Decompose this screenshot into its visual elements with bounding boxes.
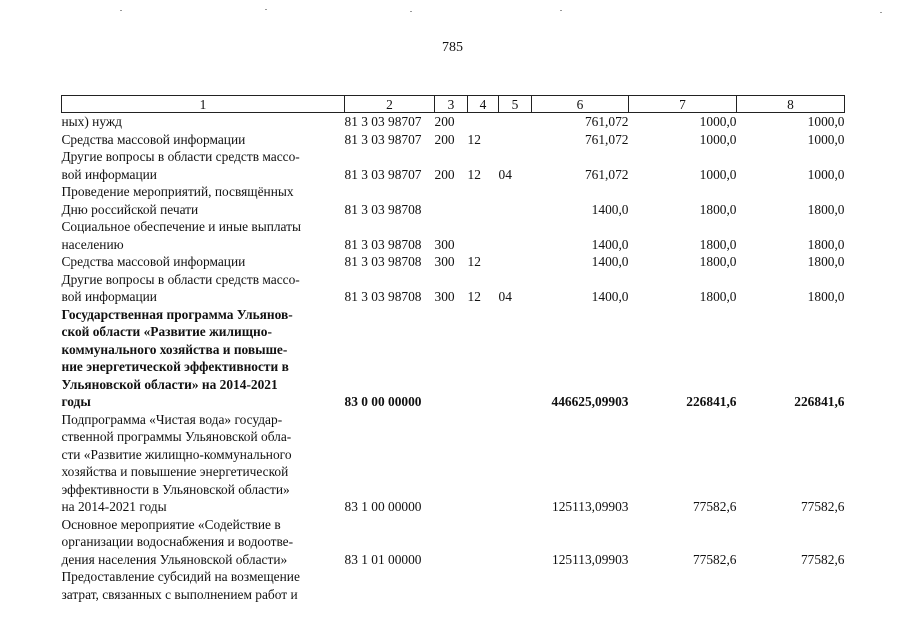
row-col3-cell	[435, 306, 468, 411]
table-row	[62, 306, 845, 411]
row-value8-cell: 226841,6	[794, 394, 845, 409]
table-row	[62, 131, 845, 149]
row-value7-cell: 1800,0	[699, 201, 737, 217]
table-row	[62, 516, 845, 569]
row-code-cell: 81 3 03 98707	[344, 131, 422, 147]
row-col3-cell: 300	[434, 289, 455, 304]
table-header-row	[62, 96, 845, 113]
row-code-cell: 83 0 00 00000	[344, 394, 422, 409]
row-name-cell: Другие вопросы в области средств массо- вой информации	[61, 149, 300, 182]
table-row	[62, 253, 845, 271]
row-value7-cell: 1800,0	[699, 289, 737, 304]
table-row	[62, 411, 845, 516]
page-number: 785	[442, 40, 463, 55]
row-value6-cell	[532, 568, 629, 603]
row-col5-cell	[499, 568, 532, 603]
row-code-cell: 83 1 01 00000	[344, 551, 422, 567]
row-name-cell: Подпрограмма «Чистая вода» государ- ственной программы Ульяновской обла- сти «Развитие жилищно-коммунального хозяйства и повышение энергетической эффективности в Ульяновской области» на 2014-2021 годы	[61, 411, 292, 514]
row-value7-cell: 77582,6	[692, 551, 737, 567]
row-col4-cell	[468, 306, 499, 411]
row-col3-cell: 200	[434, 114, 455, 129]
row-name-cell: Средства массовой информации	[61, 254, 246, 269]
table-row	[62, 113, 845, 131]
row-name-cell: Проведение мероприятий, посвящённых Дню российской печати	[61, 184, 294, 217]
row-value8-cell: 1000,0	[807, 114, 845, 129]
row-col5-cell: 04	[498, 166, 512, 182]
table-row	[62, 183, 845, 218]
row-code-cell: 81 3 03 98708	[344, 254, 422, 269]
row-name-cell: Предоставление субсидий на возмещение затрат, связанных с выполнением работ и	[61, 569, 300, 602]
row-name-cell: Средства массовой информации	[61, 131, 246, 147]
budget-table	[61, 95, 845, 603]
row-value8-cell: 1000,0	[807, 166, 845, 182]
row-value6-cell: 761,072	[584, 166, 629, 182]
row-name-cell: Государственная программа Ульянов- ской области «Развитие жилищно- коммунального хозяйства и повыше- ние энергетической эффективности в Ульяновской области» на 2014-2021 годы	[61, 306, 293, 409]
table-body	[62, 113, 845, 604]
row-col4-cell	[468, 411, 499, 516]
row-value6-cell: 125113,09903	[552, 499, 629, 514]
row-value7-cell	[629, 568, 737, 603]
row-value8-cell: 1000,0	[807, 131, 845, 147]
row-col3-cell: 200	[434, 131, 455, 147]
row-col4-cell: 12	[467, 131, 481, 147]
row-col4-cell: 12	[467, 254, 481, 269]
table-row	[62, 148, 845, 183]
table-row	[62, 271, 845, 306]
row-name-cell: ных) нужд	[61, 114, 122, 129]
row-value8-cell: 1800,0	[807, 201, 845, 217]
column-header: 6	[532, 96, 629, 113]
column-header: 5	[499, 96, 532, 113]
row-code-cell: 81 3 03 98708	[344, 201, 422, 217]
row-code-cell	[345, 568, 435, 603]
row-value6-cell: 1400,0	[591, 289, 629, 304]
row-value6-cell: 446625,09903	[551, 394, 629, 409]
column-header: 2	[345, 96, 435, 113]
row-col3-cell	[435, 411, 468, 516]
row-col5-cell	[499, 113, 532, 131]
row-value8-cell: 77582,6	[800, 551, 845, 567]
column-header: 7	[629, 96, 737, 113]
row-name-cell: Основное мероприятие «Содействие в организации водоснабжения и водоотве- дения населения Ульяновской области»	[61, 516, 294, 567]
row-col3-cell	[435, 568, 468, 603]
row-col5-cell	[499, 253, 532, 271]
row-value8-cell: 1800,0	[807, 254, 845, 269]
row-code-cell: 81 3 03 98708	[344, 289, 422, 304]
row-code-cell: 81 3 03 98707	[344, 114, 422, 129]
table-row	[62, 568, 845, 603]
row-col4-cell	[468, 568, 499, 603]
row-col4-cell: 12	[467, 166, 481, 182]
row-col4-cell	[468, 113, 499, 131]
row-col4-cell	[468, 516, 499, 569]
column-header: 1	[62, 96, 345, 113]
row-value6-cell: 1400,0	[591, 201, 629, 217]
row-col5-cell	[499, 218, 532, 253]
row-value6-cell: 761,072	[584, 114, 629, 129]
scan-speck	[880, 12, 882, 13]
row-col5-cell	[499, 183, 532, 218]
row-col3-cell	[435, 183, 468, 218]
row-value6-cell: 761,072	[584, 131, 629, 147]
row-col4-cell	[468, 218, 499, 253]
row-col5-cell	[499, 411, 532, 516]
row-name-cell: Социальное обеспечение и иные выплаты населению	[61, 219, 302, 252]
row-col3-cell: 300	[434, 236, 455, 252]
row-value8-cell	[737, 568, 845, 603]
scan-speck	[120, 10, 122, 11]
row-col5-cell: 04	[498, 289, 512, 304]
row-col5-cell	[499, 131, 532, 149]
row-value7-cell: 1800,0	[699, 254, 737, 269]
row-code-cell: 83 1 00 00000	[344, 499, 422, 514]
row-value7-cell: 1000,0	[699, 166, 737, 182]
scan-speck	[560, 10, 562, 11]
scan-speck	[265, 9, 267, 10]
row-col3-cell: 300	[434, 254, 455, 269]
row-col3-cell: 200	[434, 166, 455, 182]
column-header: 3	[435, 96, 468, 113]
row-value7-cell: 1000,0	[699, 131, 737, 147]
row-value7-cell: 1000,0	[699, 114, 737, 129]
row-value6-cell: 1400,0	[591, 254, 629, 269]
row-value6-cell: 1400,0	[591, 236, 629, 252]
row-value7-cell: 226841,6	[686, 394, 737, 409]
row-col5-cell	[499, 516, 532, 569]
row-code-cell: 81 3 03 98707	[344, 166, 422, 182]
row-col4-cell: 12	[467, 289, 481, 304]
row-value8-cell: 77582,6	[800, 499, 845, 514]
row-col5-cell	[499, 306, 532, 411]
column-header: 4	[468, 96, 499, 113]
row-name-cell: Другие вопросы в области средств массо- вой информации	[61, 271, 300, 304]
row-value8-cell: 1800,0	[807, 236, 845, 252]
scan-speck	[410, 11, 412, 12]
column-header: 8	[737, 96, 845, 113]
row-value6-cell: 125113,09903	[552, 551, 629, 567]
row-value7-cell: 1800,0	[699, 236, 737, 252]
row-value7-cell: 77582,6	[692, 499, 737, 514]
table-row	[62, 218, 845, 253]
row-value8-cell: 1800,0	[807, 289, 845, 304]
row-col3-cell	[435, 516, 468, 569]
row-col4-cell	[468, 183, 499, 218]
row-code-cell: 81 3 03 98708	[344, 236, 422, 252]
